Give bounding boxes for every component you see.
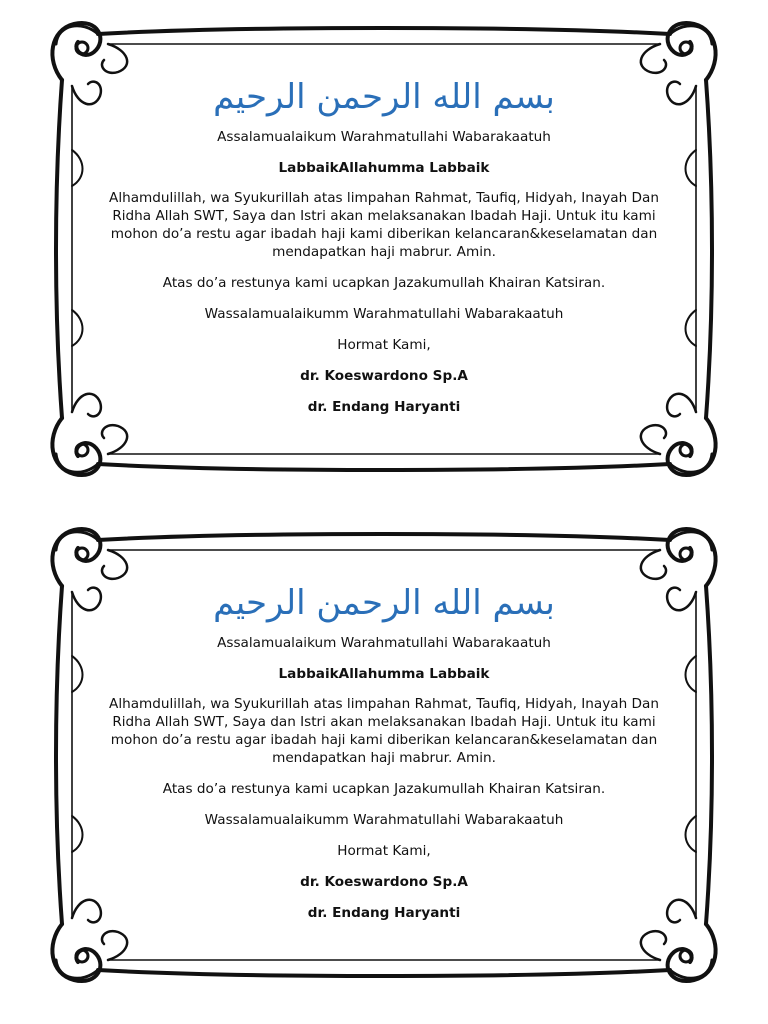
title: LabbaikAllahumma Labbaik [278,160,490,176]
greeting: Assalamualaikum Warahmatullahi Wabarakaatuh [217,635,551,651]
paragraph-line: mohon do’a restu agar ibadah haji kami diberikan kelancaran&keselamatan dan [110,732,658,748]
calligraphy-text: بسم الله الرحمن الرحيم [213,583,555,623]
signoff: Hormat Kami, [337,843,431,859]
body-paragraph [98,695,670,767]
card-content [98,66,670,416]
calligraphy-image [213,66,555,124]
basmala-calligraphy [98,66,670,124]
closing-greeting: Wassalamualaikumm Warahmatullahi Wabarakaatuh [204,306,564,322]
sender-name-2: dr. Endang Haryanti [307,905,461,921]
paragraph-line: Ridha Allah SWT, Saya dan Istri akan melaksanakan Ibadah Haji. Untuk itu kami [112,714,656,730]
signoff: Hormat Kami, [337,337,431,353]
calligraphy-text: بسم الله الرحمن الرحيم [213,77,555,117]
paragraph-line: Alhamdulillah, wa Syukurillah atas limpahan Rahmat, Taufiq, Hidyah, Inayah Dan [109,696,659,712]
closing-greeting: Wassalamualaikumm Warahmatullahi Wabarakaatuh [204,812,564,828]
body-paragraph [98,189,670,261]
paragraph-line: mendapatkan haji mabrur. Amin. [272,244,496,260]
sender-name-1: dr. Koeswardono Sp.A [300,874,468,890]
sender-name-1: dr. Koeswardono Sp.A [300,368,468,384]
invitation-card-2 [38,516,730,994]
basmala-calligraphy [98,572,670,630]
thanks-line: Atas do’a restunya kami ucapkan Jazakumullah Khairan Katsiran. [162,275,606,291]
paragraph-line: Ridha Allah SWT, Saya dan Istri akan melaksanakan Ibadah Haji. Untuk itu kami [112,208,656,224]
title: LabbaikAllahumma Labbaik [278,666,490,682]
thanks-line: Atas do’a restunya kami ucapkan Jazakumullah Khairan Katsiran. [162,781,606,797]
invitation-card-1 [38,10,730,488]
greeting: Assalamualaikum Warahmatullahi Wabarakaatuh [217,129,551,145]
paragraph-line: mohon do’a restu agar ibadah haji kami diberikan kelancaran&keselamatan dan [110,226,658,242]
card-content [98,572,670,922]
paragraph-line: Alhamdulillah, wa Syukurillah atas limpahan Rahmat, Taufiq, Hidyah, Inayah Dan [109,190,659,206]
sender-name-2: dr. Endang Haryanti [307,399,461,415]
paragraph-line: mendapatkan haji mabrur. Amin. [272,750,496,766]
calligraphy-image [213,572,555,630]
